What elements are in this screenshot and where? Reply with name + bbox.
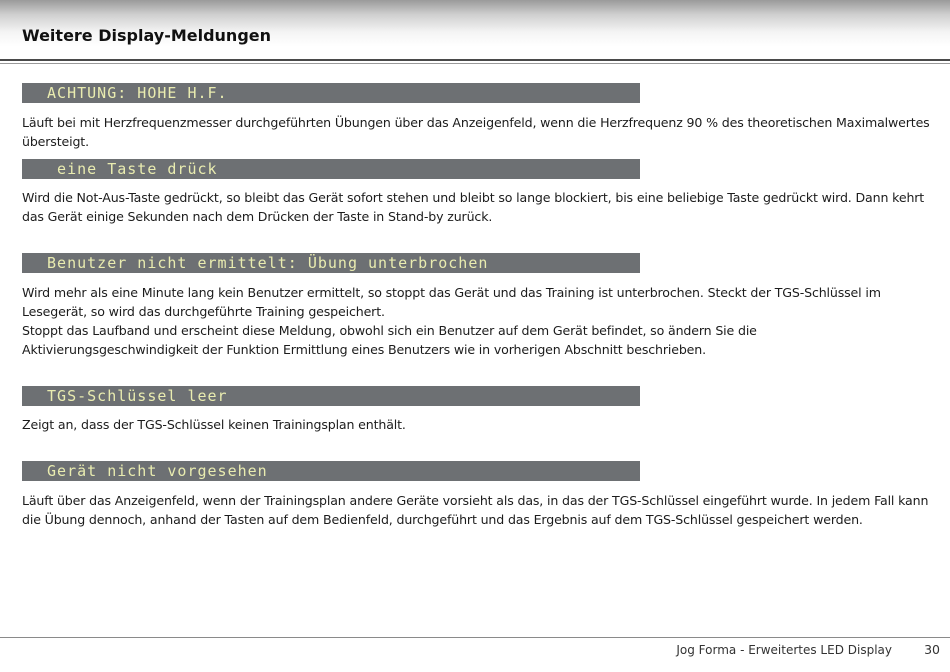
- header-divider-thin: [0, 63, 950, 64]
- paragraph: Läuft bei mit Herzfrequenzmesser durchgeführten Übungen über das Anzeigenfeld, wenn die Herzfrequenz 90 % des theoretischen Maximalwertes übersteigt.: [22, 115, 930, 149]
- page-title: Weitere Display-Meldungen: [22, 26, 272, 45]
- display-message-user-not-detected: Benutzer nicht ermittelt: Übung unterbrochen: [22, 253, 640, 273]
- footer-document-title: Jog Forma - Erweitertes LED Display: [676, 643, 892, 657]
- paragraph: Stoppt das Laufband und erscheint diese Meldung, obwohl sich ein Benutzer auf dem Gerät befindet, so ändern Sie die Aktivierungsgeschwindigkeit der Funktion Ermittlung eines Benutzers wie in vorherigen Abschnitt beschrieben.: [22, 323, 757, 357]
- section-description: [22, 415, 932, 434]
- display-message-press-key: eine Taste drück: [22, 159, 640, 179]
- section-description: [22, 283, 932, 359]
- section-description: [22, 188, 932, 226]
- display-message-tgs-key-empty: TGS-Schlüssel leer: [22, 386, 640, 406]
- footer-divider: [0, 637, 950, 638]
- paragraph: Wird mehr als eine Minute lang kein Benutzer ermittelt, so stoppt das Gerät und das Training ist unterbrochen. Steckt der TGS-Schlüssel im Lesegerät, so wird das durchgeführte Training gespeichert.: [22, 285, 881, 319]
- section-description: [22, 491, 932, 529]
- section-description: [22, 113, 932, 151]
- display-message-high-heart-rate: ACHTUNG: HOHE H.F.: [22, 83, 640, 103]
- header-divider: [0, 59, 950, 61]
- display-message-device-not-planned: Gerät nicht vorgesehen: [22, 461, 640, 481]
- paragraph: Läuft über das Anzeigenfeld, wenn der Trainingsplan andere Geräte vorsieht als das, in das der TGS-Schlüssel eingeführt wurde. In jedem Fall kann die Übung dennoch, anhand der Tasten auf dem Bedienfeld, durchgeführt und das Ergebnis auf dem TGS-Schlüssel gespeichert werden.: [22, 493, 929, 527]
- page-number: 30: [924, 642, 940, 657]
- paragraph: Wird die Not-Aus-Taste gedrückt, so bleibt das Gerät sofort stehen und bleibt so lange blockiert, bis eine beliebige Taste gedrückt wird. Dann kehrt das Gerät einige Sekunden nach dem Drücken der Taste in Stand-by zurück.: [22, 190, 925, 224]
- paragraph: Zeigt an, dass der TGS-Schlüssel keinen Trainingsplan enthält.: [22, 417, 406, 432]
- page-header: [0, 0, 950, 58]
